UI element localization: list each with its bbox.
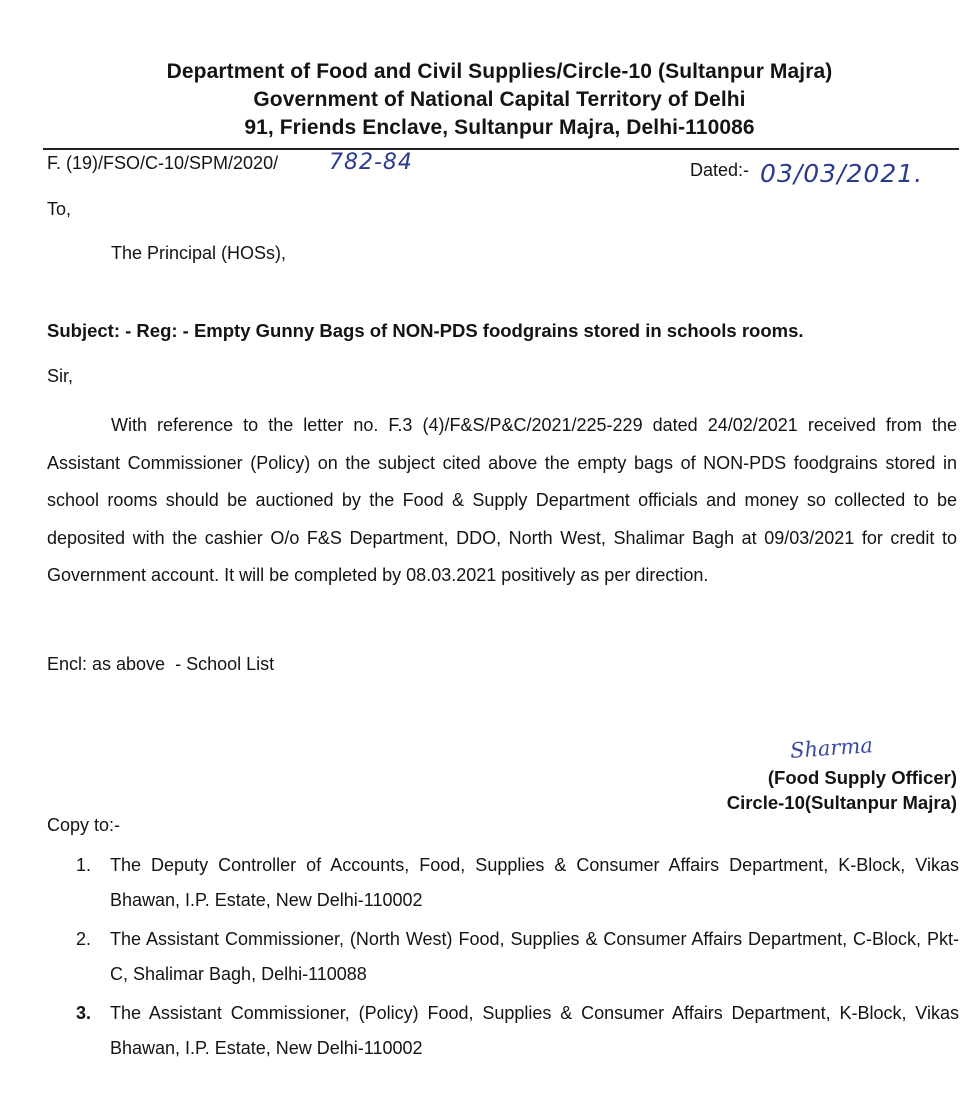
dated-label: Dated:- <box>690 160 750 180</box>
body-text: With reference to the letter no. F.3 (4)/F&S/P&C/2021/225-229 dated 24/02/2021 received from the Assistant Commissioner (Policy) on the subject cited above the empty bags of NON-PDS foodgrains stored in school rooms should be auctioned by the Food & Supply Department officials and money so collected to be deposited with the cashier O/o F&S Department, DDO, North West, Shalimar Bagh at 09/03/2021 for credit to Government account. It will be completed by 08.03.2021 positively as per direction. <box>47 415 957 585</box>
handwritten-date: 03/03/2021. <box>760 159 924 188</box>
copy-to-item-text: The Assistant Commissioner, (Policy) Food, Supplies & Consumer Affairs Department, K-Block, Vikas Bhawan, I.P. Estate, New Delhi-110002 <box>110 1003 959 1058</box>
copy-to-item <box>76 996 959 1066</box>
copy-to-label: Copy to:- <box>47 815 121 835</box>
subject-line: Subject: - Reg: - Empty Gunny Bags of NON-PDS foodgrains stored in schools rooms. <box>47 320 804 341</box>
dated-field <box>690 153 924 188</box>
copy-to-item-number: 2. <box>76 929 92 949</box>
copy-to-item <box>76 922 959 992</box>
body-paragraph <box>47 407 957 595</box>
copy-to-item-text: The Deputy Controller of Accounts, Food, Supplies & Consumer Affairs Department, K-Block, Vikas Bhawan, I.P. Estate, New Delhi-110002 <box>110 855 959 910</box>
letterhead-address: 91, Friends Enclave, Sultanpur Majra, Delhi-110086 <box>244 116 755 139</box>
copy-to-item-text: The Assistant Commissioner, (North West) Food, Supplies & Consumer Affairs Department, C-Block, Pkt-C, Shalimar Bagh, Delhi-110088 <box>110 929 959 984</box>
signature-block <box>727 765 957 815</box>
signatory-circle: Circle-10(Sultanpur Majra) <box>726 792 957 813</box>
letterhead-department: Department of Food and Civil Supplies/Circle-10 (Sultanpur Majra) <box>166 60 833 83</box>
to-label: To, <box>47 199 72 219</box>
signatory-title: (Food Supply Officer) <box>767 767 957 788</box>
letterhead-government: Government of National Capital Territory of Delhi <box>253 88 746 111</box>
copy-to-item-number: 1. <box>76 855 92 875</box>
copy-to-item <box>76 848 959 918</box>
enclosure-line: Encl: as above - School List <box>47 654 275 674</box>
addressee: The Principal (HOSs), <box>111 243 287 263</box>
file-number: F. (19)/FSO/C-10/SPM/2020/ <box>47 153 279 173</box>
salutation: Sir, <box>47 366 74 386</box>
signature-scribble: Sharma <box>789 733 874 763</box>
handwritten-dispatch-number: 782-84 <box>329 150 413 175</box>
file-reference <box>47 150 413 175</box>
letterhead <box>0 58 979 142</box>
header-divider <box>43 148 959 150</box>
copy-to-list <box>76 848 959 1070</box>
copy-to-item-number: 3. <box>76 1003 92 1023</box>
